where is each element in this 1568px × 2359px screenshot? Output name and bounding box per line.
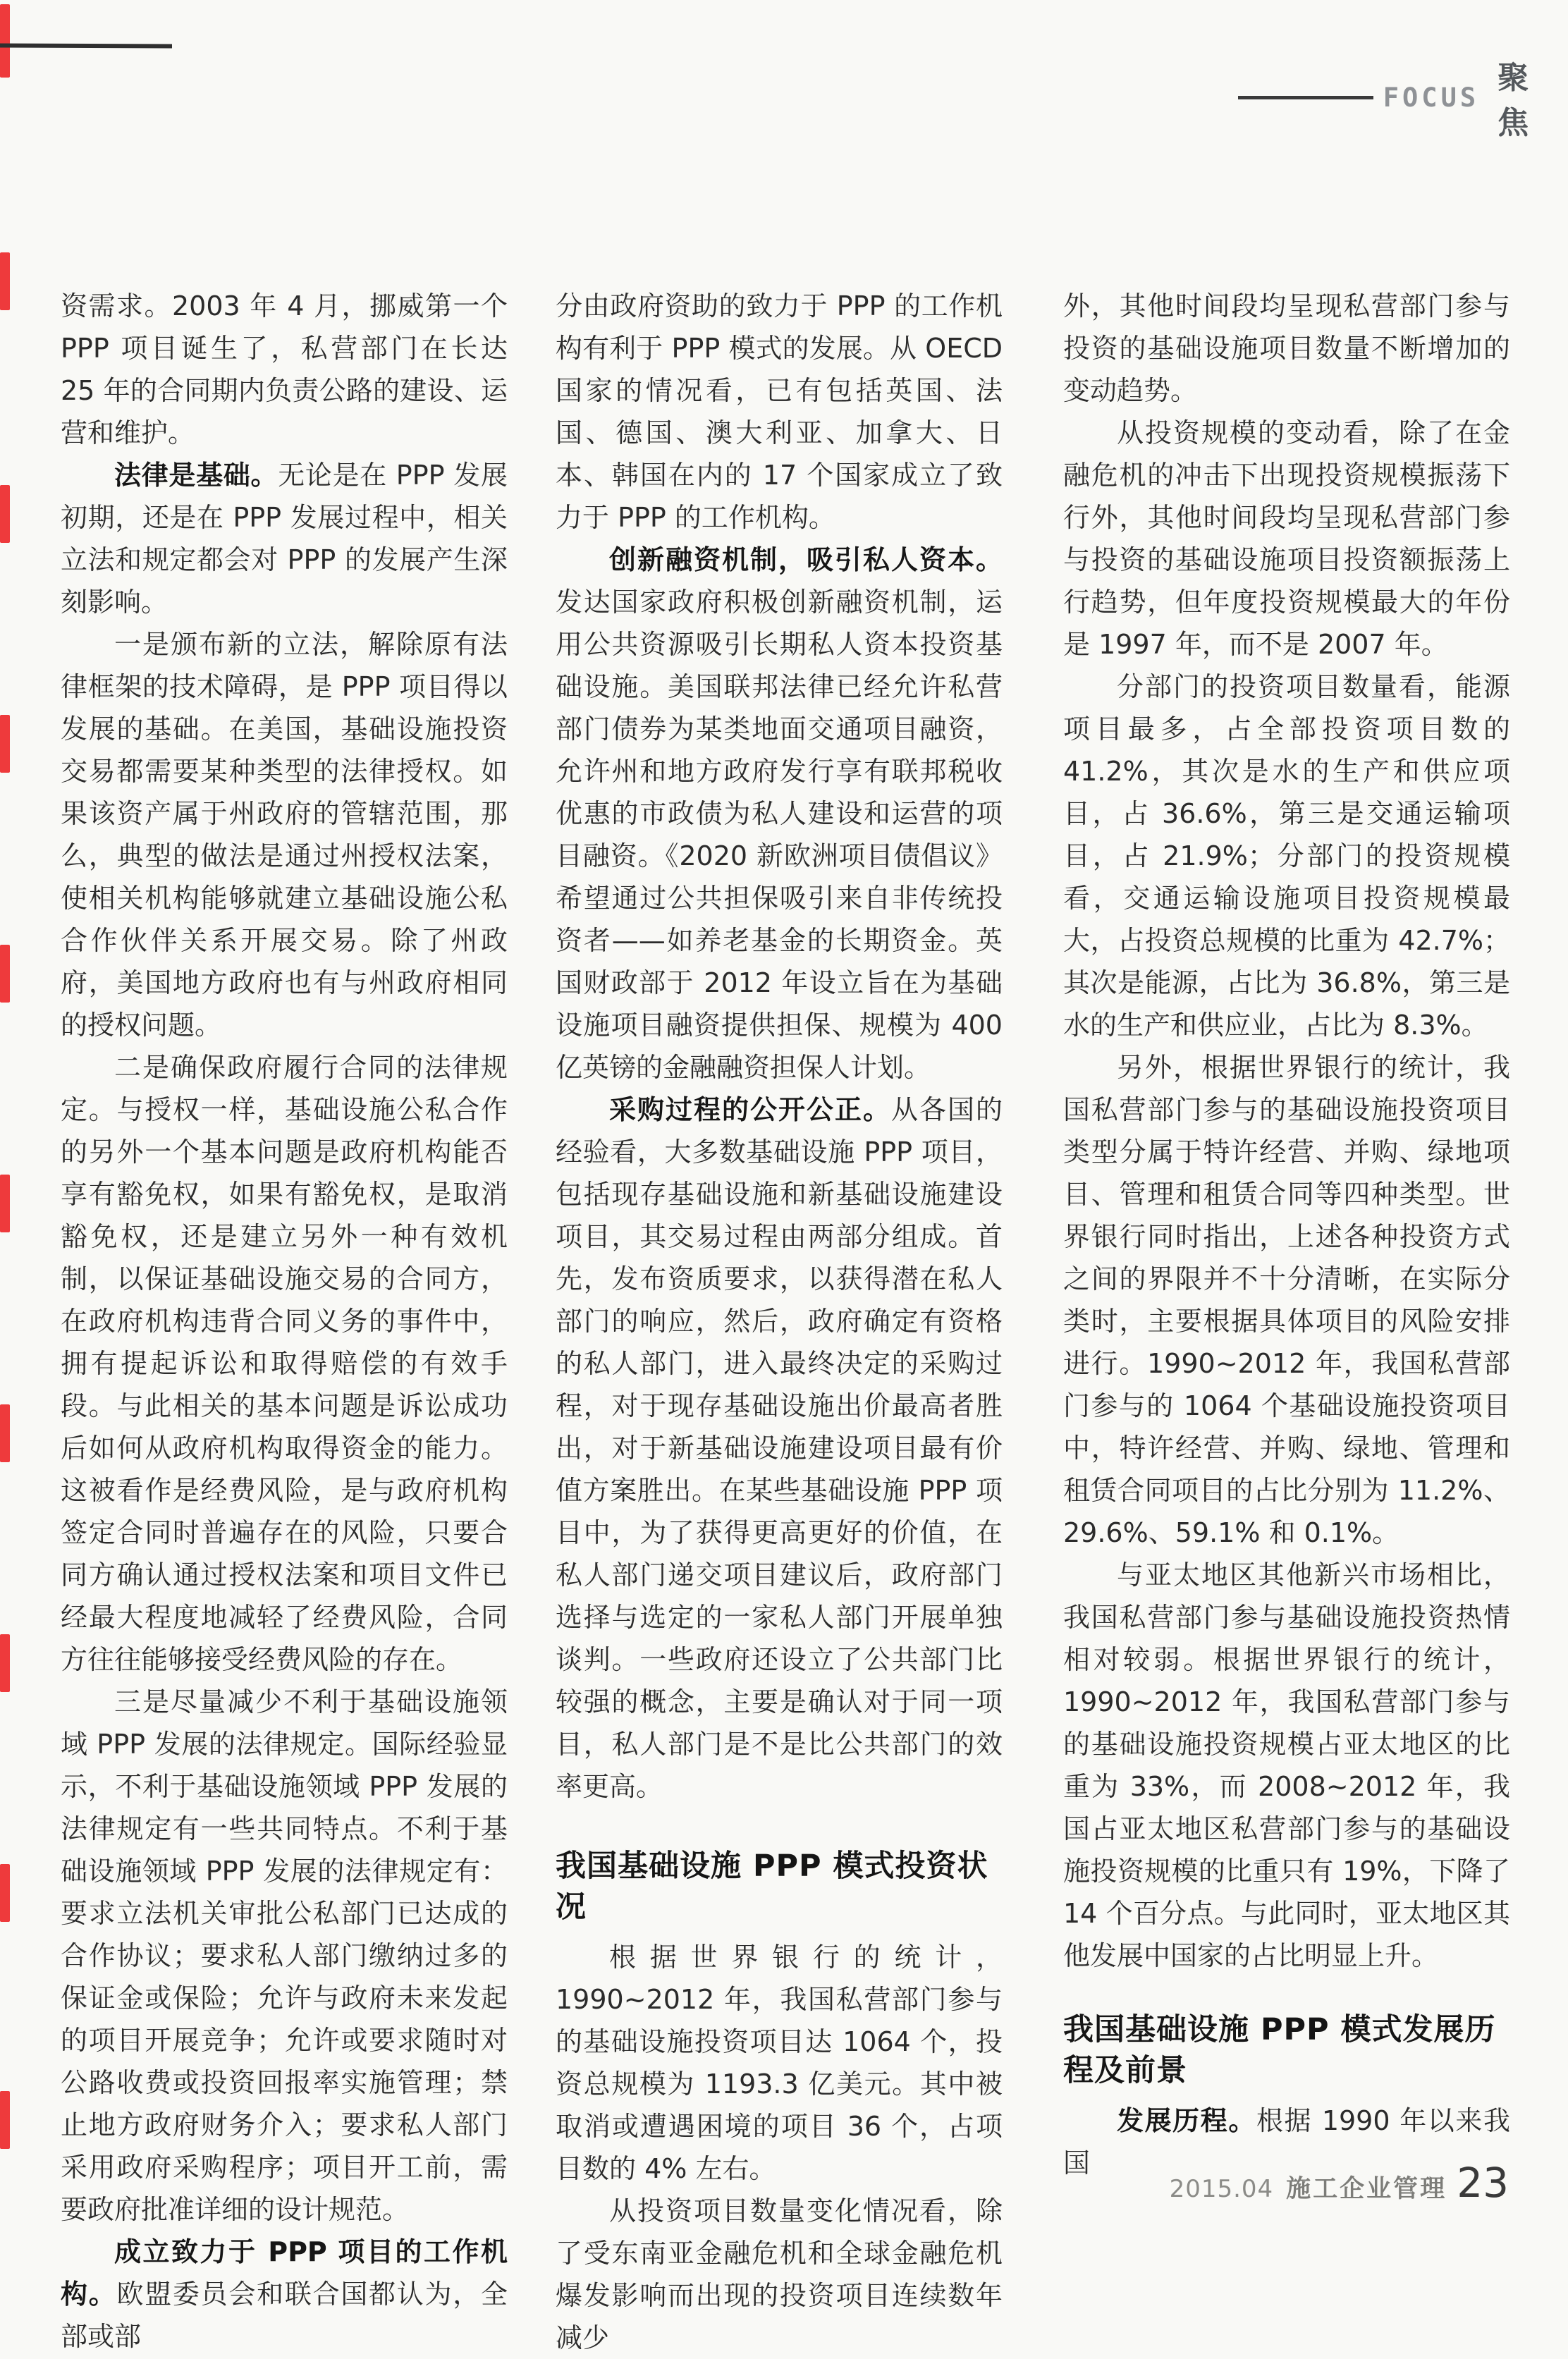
top-left-rule bbox=[0, 43, 172, 48]
paragraph bbox=[61, 1681, 508, 2231]
paragraph bbox=[556, 1089, 1003, 1808]
paragraph bbox=[556, 2190, 1003, 2359]
paragraph bbox=[1063, 412, 1510, 666]
page-header bbox=[1238, 52, 1568, 142]
page-footer bbox=[1170, 2159, 1509, 2207]
paragraph-lead: 成立致力于 PPP 项目的工作机构。 bbox=[61, 2236, 508, 2310]
text-column-1 bbox=[61, 285, 508, 2358]
paragraph-text: 从各国的经验看，大多数基础设施 PPP 项目，包括现存基础设施和新基础设施建设项目，其交易过程由两部分组成。首先，发布资质要求，以获得潜在私人部门的响应，然后，政府确定有资格的私人部门，进入最终决定的采购过程，对于现存基础设施出价最高者胜出，对于新基础设施建设项目最有价值方案胜出。在某些基础设施 PPP 项目中，为了获得更高更好的价值，在私人部门递交项目建议后，政府部门选择与选定的一家私人部门开展单独谈判。一些政府还设立了公共部门比较强的概念，主要是确认对于同一项目，私人部门是不是比公共部门的效率更高。 bbox=[556, 1094, 1003, 1802]
paragraph-lead: 法律是基础。 bbox=[114, 460, 278, 491]
section-heading-investment-status: 我国基础设施 PPP 模式投资状况 bbox=[556, 1849, 988, 1925]
paragraph bbox=[556, 285, 1003, 539]
scan-artifact bbox=[0, 4, 10, 78]
section-heading-development-history: 我国基础设施 PPP 模式发展历程及前景 bbox=[1063, 2012, 1496, 2088]
paragraph bbox=[61, 1046, 508, 1681]
scan-artifact bbox=[0, 715, 10, 773]
header-focus-en: FOCUS bbox=[1383, 82, 1480, 113]
paragraph-text: 发达国家政府积极创新融资机制，运用公共资源吸引长期私人资本投资基础设施。美国联邦法律已经允许私营部门债券为某类地面交通项目融资，允许州和地方政府发行享有联邦税收优惠的市政债为私人建设和运营的项目融资。《2020 新欧洲项目债倡议》希望通过公共担保吸引来自非传统投资者——如养老基金的长期资金。英国财政部于 2012 年设立旨在为基础设施项目融资提供担保、规模为 400 亿英镑的金融融资担保人计划。 bbox=[556, 587, 1003, 1083]
scan-artifact bbox=[0, 1404, 10, 1462]
paragraph bbox=[61, 623, 508, 1046]
paragraph-text: 与亚太地区其他新兴市场相比，我国私营部门参与基础设施投资热情相对较弱。根据世界银行的统计，1990~2012 年，我国私营部门参与的基础设施投资规模占亚太地区的比重为 33%，而 2008~2012 年，我国占亚太地区私营部门参与的基础设施投资规模的比重只有 19%，下降了 14 个百分点。与此同时，亚太地区其他发展中国家的占比明显上升。 bbox=[1063, 1560, 1510, 1971]
paragraph-text: 根据世界银行的统计，1990~2012 年，我国私营部门参与的基础设施投资项目达 1064 个，投资总规模为 1193.3 亿美元。其中被取消或遭遇困境的项目 36 个，占项目数的 4% 左右。 bbox=[556, 1942, 1003, 2184]
scan-artifact bbox=[0, 1175, 10, 1232]
scan-artifact bbox=[0, 2091, 10, 2149]
paragraph-text: 一是颁布新的立法，解除原有法律框架的技术障碍，是 PPP 项目得以发展的基础。在美国，基础设施投资交易都需要某种类型的法律授权。如果该资产属于州政府的管辖范围，那么，典型的做法是通过州授权法案，使相关机构能够就建立基础设施公私合作伙伴关系开展交易。除了州政府，美国地方政府也有与州政府相同的授权问题。 bbox=[61, 629, 508, 1041]
text-column-2 bbox=[556, 285, 1003, 2359]
scan-artifact bbox=[0, 252, 10, 310]
paragraph-lead: 采购过程的公开公正。 bbox=[609, 1094, 891, 1125]
footer-issue: 2015.04 bbox=[1169, 2175, 1274, 2203]
paragraph-text: 外，其他时间段均呈现私营部门参与投资的基础设施项目数量不断增加的变动趋势。 bbox=[1063, 290, 1510, 406]
paragraph-text: 欧盟委员会和联合国都认为，全部或部 bbox=[61, 2279, 508, 2352]
footer-page-number: 23 bbox=[1457, 2159, 1509, 2207]
header-focus-zh: 聚焦 bbox=[1497, 60, 1533, 141]
paragraph bbox=[1063, 1046, 1510, 1554]
paragraph bbox=[1063, 285, 1510, 412]
header-rule bbox=[1238, 96, 1373, 99]
paragraph-text: 根据 1990 年以来我国 bbox=[1063, 2105, 1510, 2179]
paragraph-text: 另外，根据世界银行的统计，我国私营部门参与的基础设施投资项目类型分属于特许经营、并购、绿地项目、管理和租赁合同等四种类型。世界银行同时指出，上述各种投资方式之间的界限并不十分清晰，在实际分类时，主要根据具体项目的风险安排进行。1990~2012 年，我国私营部门参与的 1064 个基础设施投资项目中，特许经营、并购、绿地、管理和租赁合同项目的占比分别为 11.2%、29.6%、59.1% 和 0.1%。 bbox=[1063, 1052, 1510, 1548]
paragraph-text: 分部门的投资项目数量看，能源项目最多，占全部投资项目数的 41.2%，其次是水的生产和供应项目，占 36.6%，第三是交通运输项目，占 21.9%；分部门的投资规模看，交通运输设施项目投资规模最大，占投资总规模的比重为 42.7%；其次是能源，占比为 36.8%，第三是水的生产和供应业，占比为 8.3%。 bbox=[1063, 671, 1510, 1041]
paragraph-text: 从投资项目数量变化情况看，除了受东南亚金融危机和全球金融危机爆发影响而出现的投资项目连续数年减少 bbox=[556, 2195, 1003, 2353]
footer-journal-title: 施工企业管理 bbox=[1286, 2175, 1447, 2203]
paragraph bbox=[1063, 1554, 1510, 1977]
paragraph-text: 二是确保政府履行合同的法律规定。与授权一样，基础设施公私合作的另外一个基本问题是政府机构能否享有豁免权，如果有豁免权，是取消豁免权，还是建立另外一种有效机制，以保证基础设施交易的合同方，在政府机构违背合同义务的事件中，拥有提起诉讼和取得赔偿的有效手段。与此相关的基本问题是诉讼成功后如何从政府机构取得资金的能力。这被看作是经费风险，是与政府机构签定合同时普遍存在的风险，只要合同方确认通过授权法案和项目文件已经最大程度地减轻了经费风险，合同方往往能够接受经费风险的存在。 bbox=[61, 1052, 508, 1675]
scan-artifact bbox=[0, 945, 10, 1003]
paragraph bbox=[61, 454, 508, 623]
paragraph-lead: 创新融资机制，吸引私人资本。 bbox=[609, 544, 1003, 575]
paragraph-text: 三是尽量减少不利于基础设施领域 PPP 发展的法律规定。国际经验显示，不利于基础设施领域 PPP 发展的法律规定有一些共同特点。不利于基础设施领域 PPP 发展的法律规定有：要求立法机关审批公私部门已达成的合作协议；要求私人部门缴纳过多的保证金或保险；允许与政府未来发起的项目开展竞争；允许或要求随时对公路收费或投资回报率实施管理；禁止地方政府财务介入；要求私人部门采用政府采购程序；项目开工前，需要政府批准详细的设计规范。 bbox=[61, 1686, 508, 2225]
paragraph-text: 无论是在 PPP 发展初期，还是在 PPP 发展过程中，相关立法和规定都会对 PPP 的发展产生深刻影响。 bbox=[61, 460, 508, 618]
paragraph bbox=[1063, 666, 1510, 1046]
paragraph-text: 从投资规模的变动看，除了在金融危机的冲击下出现投资规模振荡下行外，其他时间段均呈现私营部门参与投资的基础设施项目投资额振荡上行趋势，但年度投资规模最大的年份是 1997 年，而不是 2007 年。 bbox=[1063, 417, 1510, 660]
scan-artifact bbox=[0, 1864, 10, 1922]
paragraph bbox=[556, 539, 1003, 1089]
scan-artifact bbox=[0, 485, 10, 543]
paragraph bbox=[556, 1936, 1003, 2190]
paragraph bbox=[61, 285, 508, 454]
paragraph-lead: 发展历程。 bbox=[1117, 2105, 1256, 2136]
paragraph bbox=[61, 2231, 508, 2358]
text-column-3 bbox=[1063, 285, 1510, 2184]
scan-artifact bbox=[0, 1634, 10, 1692]
paragraph-text: 分由政府资助的致力于 PPP 的工作机构有利于 PPP 模式的发展。从 OECD 国家的情况看，已有包括英国、法国、德国、澳大利亚、加拿大、日本、韩国在内的 17 个国家成立了致力于 PPP 的工作机构。 bbox=[556, 290, 1003, 533]
paragraph-text: 资需求。2003 年 4 月，挪威第一个 PPP 项目诞生了，私营部门在长达 25 年的合同期内负责公路的建设、运营和维护。 bbox=[61, 290, 508, 448]
